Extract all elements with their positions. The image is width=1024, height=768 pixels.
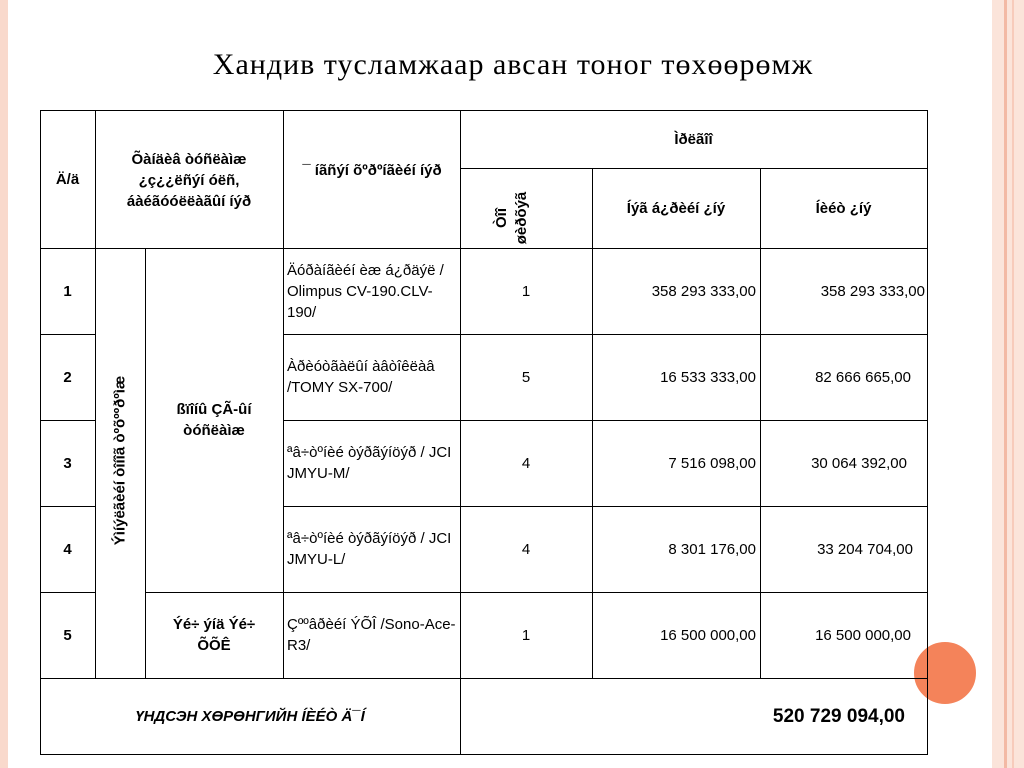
total-price: 358 293 333,00 [820, 282, 925, 300]
header-number: Ä/ä [55, 170, 80, 188]
provider-hch: Ýé÷ ýíä Ýé÷ ÕÕÊ [172, 616, 256, 654]
quantity: 5 [521, 368, 531, 386]
right-decor-line-thin [1012, 0, 1014, 768]
quantity: 4 [521, 540, 531, 558]
equipment-name: Äóðàíãèéí èæ á¿ðäýë / Olimpus CV-190.CLV-190/ [287, 261, 444, 321]
group-label-medical-equipment: Ýìíýëãèéí òîíîã òºõººðºìæ [111, 375, 129, 546]
right-decor-band [992, 0, 1024, 768]
header-total-price: Íèéò ¿íý [815, 199, 872, 217]
header-price: Ìðëãîî [674, 130, 713, 148]
unit-price: 8 301 176,00 [668, 540, 756, 558]
total-value: 520 729 094,00 [772, 705, 905, 727]
row-number: 5 [63, 626, 72, 644]
grid-line [40, 754, 927, 755]
grid-line [927, 110, 928, 755]
total-price: 33 204 704,00 [817, 540, 913, 558]
header-equipment-name: ¯ íãñýí õºðºíãèéí íýð [302, 161, 442, 179]
unit-price: 358 293 333,00 [651, 282, 756, 300]
quantity: 1 [521, 282, 531, 300]
right-decor-line [1004, 0, 1007, 768]
row-number: 4 [63, 540, 72, 558]
quantity: 4 [521, 454, 531, 472]
provider-japan: ßïîíû ÇÃ-ûí òóñëàìæ [176, 401, 252, 439]
row-number: 1 [63, 282, 72, 300]
slide-title: Хандив тусламжаар авсан тоног төхөөрөмж [212, 48, 814, 81]
unit-price: 7 516 098,00 [668, 454, 756, 472]
equipment-name: ªâ÷òºíèé òýðãýíöýð / JCI JMYU-L/ [287, 530, 452, 568]
total-price: 30 064 392,00 [811, 454, 907, 472]
header-provider: Õàíäèâ òóñëàìæ ¿ç¿¿ëñýí óëñ, áàéãóóëëàãûí íýð [126, 150, 252, 210]
grid-line [95, 110, 96, 678]
header-unit-price: Íýã á¿ðèéí ¿íý [626, 199, 726, 217]
quantity: 1 [521, 626, 531, 644]
total-price: 16 500 000,00 [815, 626, 911, 644]
left-decor-stripe [0, 0, 8, 768]
equipment-name: Àðèóòãàëûí àâòîêëàâ /TOMY SX-700/ [287, 358, 435, 396]
total-label: ҮНДСЭН ХӨРӨНГИЙН ÍÈÉÒ Ä¯Í [135, 707, 365, 725]
equipment-name: ªâ÷òºíèé òýðãýíöýð / JCI JMYU-M/ [287, 444, 452, 482]
row-number: 3 [63, 454, 72, 472]
row-number: 2 [63, 368, 72, 386]
header-count: Òîî øèðõýã [493, 191, 530, 245]
equipment-name: Çººâðèéí ÝÕÎ /Sono-Ace-R3/ [287, 616, 456, 654]
total-price: 82 666 665,00 [815, 368, 911, 386]
unit-price: 16 533 333,00 [660, 368, 756, 386]
unit-price: 16 500 000,00 [660, 626, 756, 644]
